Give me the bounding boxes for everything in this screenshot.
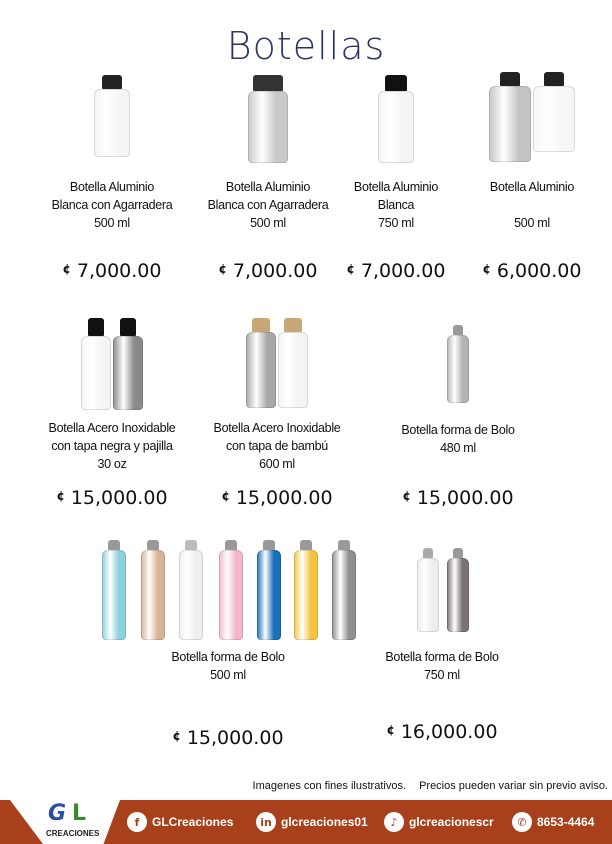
bottle-cap — [284, 318, 302, 332]
bottle-cap — [225, 540, 237, 550]
facebook-link[interactable]: f GLCreaciones — [127, 812, 233, 832]
product-name-line: con tapa de bambú — [226, 439, 328, 453]
product-price — [442, 260, 612, 282]
price-value: 15,000.00 — [70, 487, 168, 509]
bottle-body — [179, 550, 203, 640]
bottle-body — [489, 86, 531, 162]
product-name-line: Blanca con Agarradera — [51, 198, 173, 212]
bottle-image — [332, 540, 356, 640]
bottle-body — [141, 550, 165, 640]
bottle-cap — [453, 325, 463, 335]
bottle-body — [447, 558, 469, 632]
currency-symbol: ¢ — [221, 489, 230, 503]
product-name-line: Botella Acero Inoxidable — [213, 421, 341, 435]
bottle-body — [113, 336, 143, 410]
bottle-body — [278, 332, 308, 408]
bottle-image — [113, 318, 143, 410]
bottle-cap — [252, 318, 270, 332]
bottle-body — [246, 332, 276, 408]
disclaimer — [243, 780, 608, 793]
currency-symbol: ¢ — [402, 489, 411, 503]
bottle-image — [102, 540, 126, 640]
price-value: 7,000.00 — [360, 260, 446, 282]
currency-symbol: ¢ — [346, 262, 355, 276]
gl-creaciones-logo — [44, 800, 100, 844]
product-price — [352, 721, 532, 743]
product-price — [22, 260, 202, 282]
product-name-line: Botella Aluminio — [225, 180, 311, 194]
bottle-body — [533, 86, 575, 152]
bottle-cap — [102, 75, 122, 89]
bottle-body — [417, 558, 439, 632]
bottle-body — [248, 91, 288, 163]
product-price — [368, 487, 548, 509]
bottle-cap — [338, 540, 350, 550]
bottle-image — [141, 540, 165, 640]
currency-symbol: ¢ — [56, 489, 65, 503]
product-name-line: 500 ml — [250, 216, 286, 230]
product-name-line: 750 ml — [378, 216, 414, 230]
bottle-body — [378, 91, 414, 163]
bottle-image — [278, 318, 308, 408]
bottle-image — [248, 75, 288, 163]
product-name-line: Blanca con Agarradera — [207, 198, 329, 212]
bottle-image — [378, 75, 414, 163]
product-name — [368, 421, 548, 457]
disclaimer-images: Imagenes con fines ilustrativos. — [252, 780, 406, 792]
page-title: Botellas — [226, 24, 386, 68]
bottle-cap — [453, 548, 463, 558]
bottle-image — [294, 540, 318, 640]
bottle-image — [447, 548, 469, 632]
bottle-body — [294, 550, 318, 640]
product-name — [138, 648, 318, 684]
product-price — [187, 487, 367, 509]
bottle-cap — [300, 540, 312, 550]
product-name — [352, 648, 532, 684]
currency-symbol: ¢ — [172, 729, 181, 743]
product-name-line: Botella Acero Inoxidable — [48, 421, 176, 435]
facebook-icon: f — [127, 812, 147, 832]
bottle-image — [257, 540, 281, 640]
product-name-line: Botella Aluminio — [489, 180, 575, 194]
bottle-cap — [120, 318, 136, 336]
product-name-line: 500 ml — [94, 216, 130, 230]
currency-symbol: ¢ — [62, 262, 71, 276]
bottle-image — [417, 548, 439, 632]
price-value: 6,000.00 — [496, 260, 582, 282]
product-name — [442, 178, 612, 232]
bottle-body — [94, 89, 130, 157]
product-name-line: 500 ml — [514, 216, 550, 230]
linkedin-icon: in — [256, 812, 276, 832]
disclaimer-prices: Precios pueden variar sin previo aviso. — [419, 780, 608, 792]
bottle-cap — [385, 75, 407, 91]
bottle-image — [81, 318, 111, 410]
tiktok-link[interactable]: ♪ glcreacionescr — [384, 812, 494, 832]
logo-wordmark: CREACIONES — [46, 829, 100, 838]
currency-symbol: ¢ — [482, 262, 491, 276]
bottle-body — [332, 550, 356, 640]
bottle-image — [533, 72, 575, 152]
bottle-body — [257, 550, 281, 640]
bottle-image — [489, 72, 531, 162]
product-name-line: Botella Aluminio — [353, 180, 439, 194]
product-name — [22, 419, 202, 473]
bottle-image — [447, 325, 469, 403]
product-price — [138, 727, 318, 749]
logo-letter-g: G — [48, 801, 67, 826]
product-name-line: 600 ml — [259, 457, 295, 471]
product-name-line: 480 ml — [440, 441, 476, 455]
bottle-cap — [263, 540, 275, 550]
bottle-cap — [253, 75, 283, 91]
product-name-line: Botella Aluminio — [69, 180, 155, 194]
product-name — [22, 178, 202, 232]
product-name-line — [442, 196, 612, 214]
product-name-line: 500 ml — [210, 668, 246, 682]
bottle-image — [219, 540, 243, 640]
tiktok-icon: ♪ — [384, 812, 404, 832]
price-value: 15,000.00 — [186, 727, 284, 749]
bottle-cap — [88, 318, 104, 336]
product-price — [22, 487, 202, 509]
whatsapp-icon: ✆ — [512, 812, 532, 832]
bottle-cap — [147, 540, 159, 550]
product-name-line: 750 ml — [424, 668, 460, 682]
linkedin-link[interactable]: in glcreaciones01 — [256, 812, 368, 832]
bottle-cap — [544, 72, 564, 86]
product-name-line: 30 oz — [97, 457, 127, 471]
currency-symbol: ¢ — [218, 262, 227, 276]
bottle-cap — [423, 548, 433, 558]
product-name-line: Botella forma de Bolo — [171, 650, 285, 664]
bottle-cap — [108, 540, 120, 550]
bottle-body — [447, 335, 469, 403]
logo-letter-l: L — [72, 801, 87, 826]
product-name — [187, 419, 367, 473]
product-name-line: Botella forma de Bolo — [385, 650, 499, 664]
price-value: 7,000.00 — [232, 260, 318, 282]
bottle-cap — [185, 540, 197, 550]
bottle-body — [102, 550, 126, 640]
bottle-cap — [500, 72, 520, 86]
product-name-line: Botella forma de Bolo — [401, 423, 515, 437]
currency-symbol: ¢ — [386, 723, 395, 737]
price-value: 7,000.00 — [76, 260, 162, 282]
price-value: 15,000.00 — [235, 487, 333, 509]
bottle-body — [219, 550, 243, 640]
price-value: 15,000.00 — [416, 487, 514, 509]
whatsapp-link[interactable]: ✆ 8653-4464 — [512, 812, 594, 832]
bottle-body — [81, 336, 111, 410]
product-name-line: con tapa negra y pajilla — [51, 439, 173, 453]
bottle-image — [179, 540, 203, 640]
price-value: 16,000.00 — [400, 721, 498, 743]
bottle-image — [94, 75, 130, 157]
product-name-line: Blanca — [377, 198, 415, 212]
bottle-image — [246, 318, 276, 408]
